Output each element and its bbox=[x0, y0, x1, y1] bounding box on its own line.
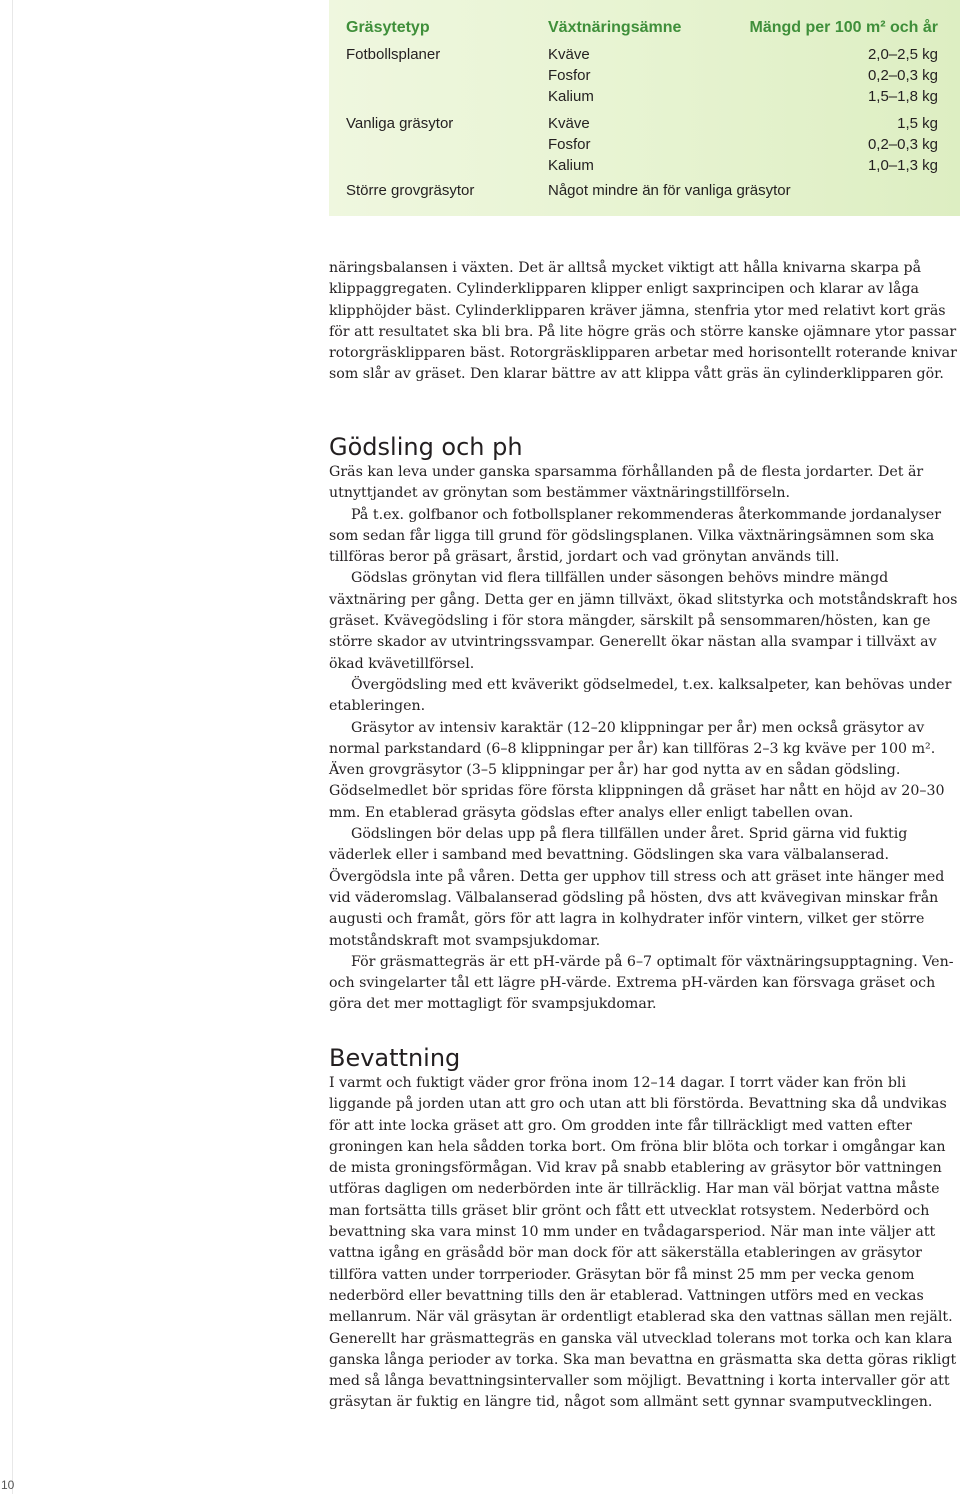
header-amount: Mängd per 100 m² och år bbox=[749, 19, 938, 36]
row-nutrient: Fosfor bbox=[548, 136, 591, 153]
table-header bbox=[346, 19, 938, 39]
row-nutrient: Kalium bbox=[548, 88, 594, 105]
paragraph: Gödslingen bör delas upp på flera tillfällen under året. Sprid gärna vid fuktig väderlek eller i samband med bevattning. Gödslingen ska vara välbalanserad. Övergödsla inte på våren. Detta ger upphov till stress och att gräset inte hänger med vid väderomslag. Välbalanserad gödsling på hösten, dvs att kvävegivan minskar från augusti och framåt, görs för att lagra in kolhydrater inför vintern, vilket ger större motståndskraft mot svampsjukdomar. bbox=[329, 826, 945, 949]
row-grass-type: Större grovgräsytor bbox=[346, 182, 475, 199]
row-amount: 1,5 kg bbox=[897, 115, 938, 132]
section-watering bbox=[329, 1043, 959, 1414]
section-fertilizing bbox=[329, 432, 959, 1016]
section-heading-watering: Bevattning bbox=[329, 1044, 461, 1072]
table-row bbox=[329, 44, 960, 107]
row-amount: 0,2–0,3 kg bbox=[867, 136, 938, 153]
paragraph: Gräsytor av intensiv karaktär (12–20 klippningar per år) men också gräsytor av normal parkstandard (6–8 klippningar per år) kan tillföras 2–3 kg kväve per 100 m². Även grovgräsytor (3–5 klippningar per år) har god nytta av en sådan gödsling. Gödselmedlet bör spridas före första klippningen då gräset har nått en höjd av 20–30 mm. En etablerad gräsyta gödslas efter analys eller enligt tabellen ovan. bbox=[329, 719, 945, 821]
row-nutrient: Något mindre än för vanliga gräsytor bbox=[548, 182, 791, 199]
paragraph: För gräsmattegräs är ett pH-värde på 6–7 optimalt för växtnäringsupptagning. Ven- och svingelarter tål ett lägre pH-värde. Extrema pH-värden kan försvaga gräset och göra det mer mottagligt för svampsjukdomar. bbox=[329, 953, 954, 1013]
section-heading-fertilizing: Gödsling och ph bbox=[329, 433, 523, 461]
paragraph: I varmt och fuktigt väder gror fröna inom 12–14 dagar. I torrt väder kan frön bli liggande på jorden utan att gro och utan att bli förstörda. Bevattning ska då undvikas för att inte locka gräset att gro. Om grodden inte får tillräckligt med vatten efter groningen kan hela sådden torka bort. Om fröna blir blöta och torkar i omgångar kan de mista groningsförmågan. Vid krav på snabb etablering av gräsytor bör vattningen utföras dagligen om nederbörden inte är tillräcklig. Har man väl börjat vattna måste man fortsätta tills gräset blir grönt och fått ett utvecklat rotsystem. Nederbörd och bevattning ska vara minst 10 mm under en tvådagarsperiod. När man inte väljer att vattna igång en gräsådd bör man dock för att säkerställa etableringen av gräsytor tillföra vatten under torrperioder. Gräsytan bör få minst 25 mm per vecka genom nederbörd eller bevattning tills den är etablerad. Vattningen utförs med en veckas mellanrum. När väl gräsytan är ordentligt etablerad ska den vattnas sällan men rejält. Generellt har gräsmattegräs en ganska väl utvecklad tolerans mot torka och kan klara ganska långa perioder av torka. Ska man bevattna en gräsmatta ska detta göras rikligt med så långa bevattningsintervaller som möjligt. Bevattning i korta intervaller gör att gräsytan är fuktig en längre tid, något som allmänt sett gynnar svamputvecklingen. bbox=[329, 1075, 957, 1411]
fertilizer-table bbox=[329, 0, 960, 216]
table-row bbox=[329, 180, 960, 201]
header-grass-type: Gräsytetyp bbox=[346, 19, 430, 36]
paragraph: Gräs kan leva under ganska sparsamma förhållanden på de flesta jordarter. Det är utnyttjandet av grönytan som bestämmer växtnäringstillförseln. bbox=[329, 464, 924, 502]
row-amount: 0,2–0,3 kg bbox=[867, 67, 938, 84]
row-nutrient: Kalium bbox=[548, 157, 594, 174]
row-amount: 2,0–2,5 kg bbox=[867, 46, 938, 63]
row-grass-type: Vanliga gräsytor bbox=[346, 115, 454, 132]
paragraph: Övergödsling med ett kväverikt gödselmedel, t.ex. kalksalpeter, kan behövas under etableringen. bbox=[329, 676, 952, 715]
row-nutrient: Kväve bbox=[548, 46, 590, 63]
row-grass-type: Fotbollsplaner bbox=[346, 46, 441, 63]
page-margin-edge bbox=[0, 0, 13, 1494]
page-number: 10 bbox=[1, 1478, 15, 1492]
intro-paragraph: näringsbalansen i växten. Det är alltså mycket viktigt att hålla knivarna skarpa på klippaggregaten. Cylinderklipparen klipper enligt saxprincipen och klarar av låga klipphöjder bäst. Cylinderklipparen kräver jämna, stenfria ytor med relativt kort gräs för att resultatet ska bli bra. På lite högre gräs och större kanske ojämnare ytor passar rotorgräsklipparen bäst. Rotorgräsklipparen arbetar med horisontellt roterande knivar som slår av gräset. Den klarar bättre av att klippa vått gräs än cylinderklipparen gör. bbox=[329, 260, 957, 383]
row-nutrient: Fosfor bbox=[548, 67, 591, 84]
paragraph: Gödslas grönytan vid flera tillfällen under säsongen behövs mindre mängd växtnäring per gång. Detta ger en jämn tillväxt, ökad slitstyrka och motståndskraft hos gräset. Kvävegödsling i för stora mängder, särskilt på sensommaren/hösten, kan ge större skador av utvintringssvampar. Generellt ökar nästan alla svampar i tillväxt av ökad kvävetillförsel. bbox=[329, 570, 958, 672]
row-amount: 1,5–1,8 kg bbox=[867, 88, 938, 105]
table-row bbox=[329, 113, 960, 176]
intro-paragraph-block bbox=[329, 258, 959, 386]
row-amount: 1,0–1,3 kg bbox=[867, 157, 938, 174]
paragraph: På t.ex. golfbanor och fotbollsplaner rekommenderas återkommande jordanalyser som sedan får ligga till grund för gödslingsplanen. Vilka växtnäringsämnen som ska tillföras beror på gräsart, årstid, jordart och vad grönytan används till. bbox=[329, 506, 942, 566]
row-nutrient: Kväve bbox=[548, 115, 590, 132]
header-nutrient: Växtnäringsämne bbox=[548, 19, 682, 36]
